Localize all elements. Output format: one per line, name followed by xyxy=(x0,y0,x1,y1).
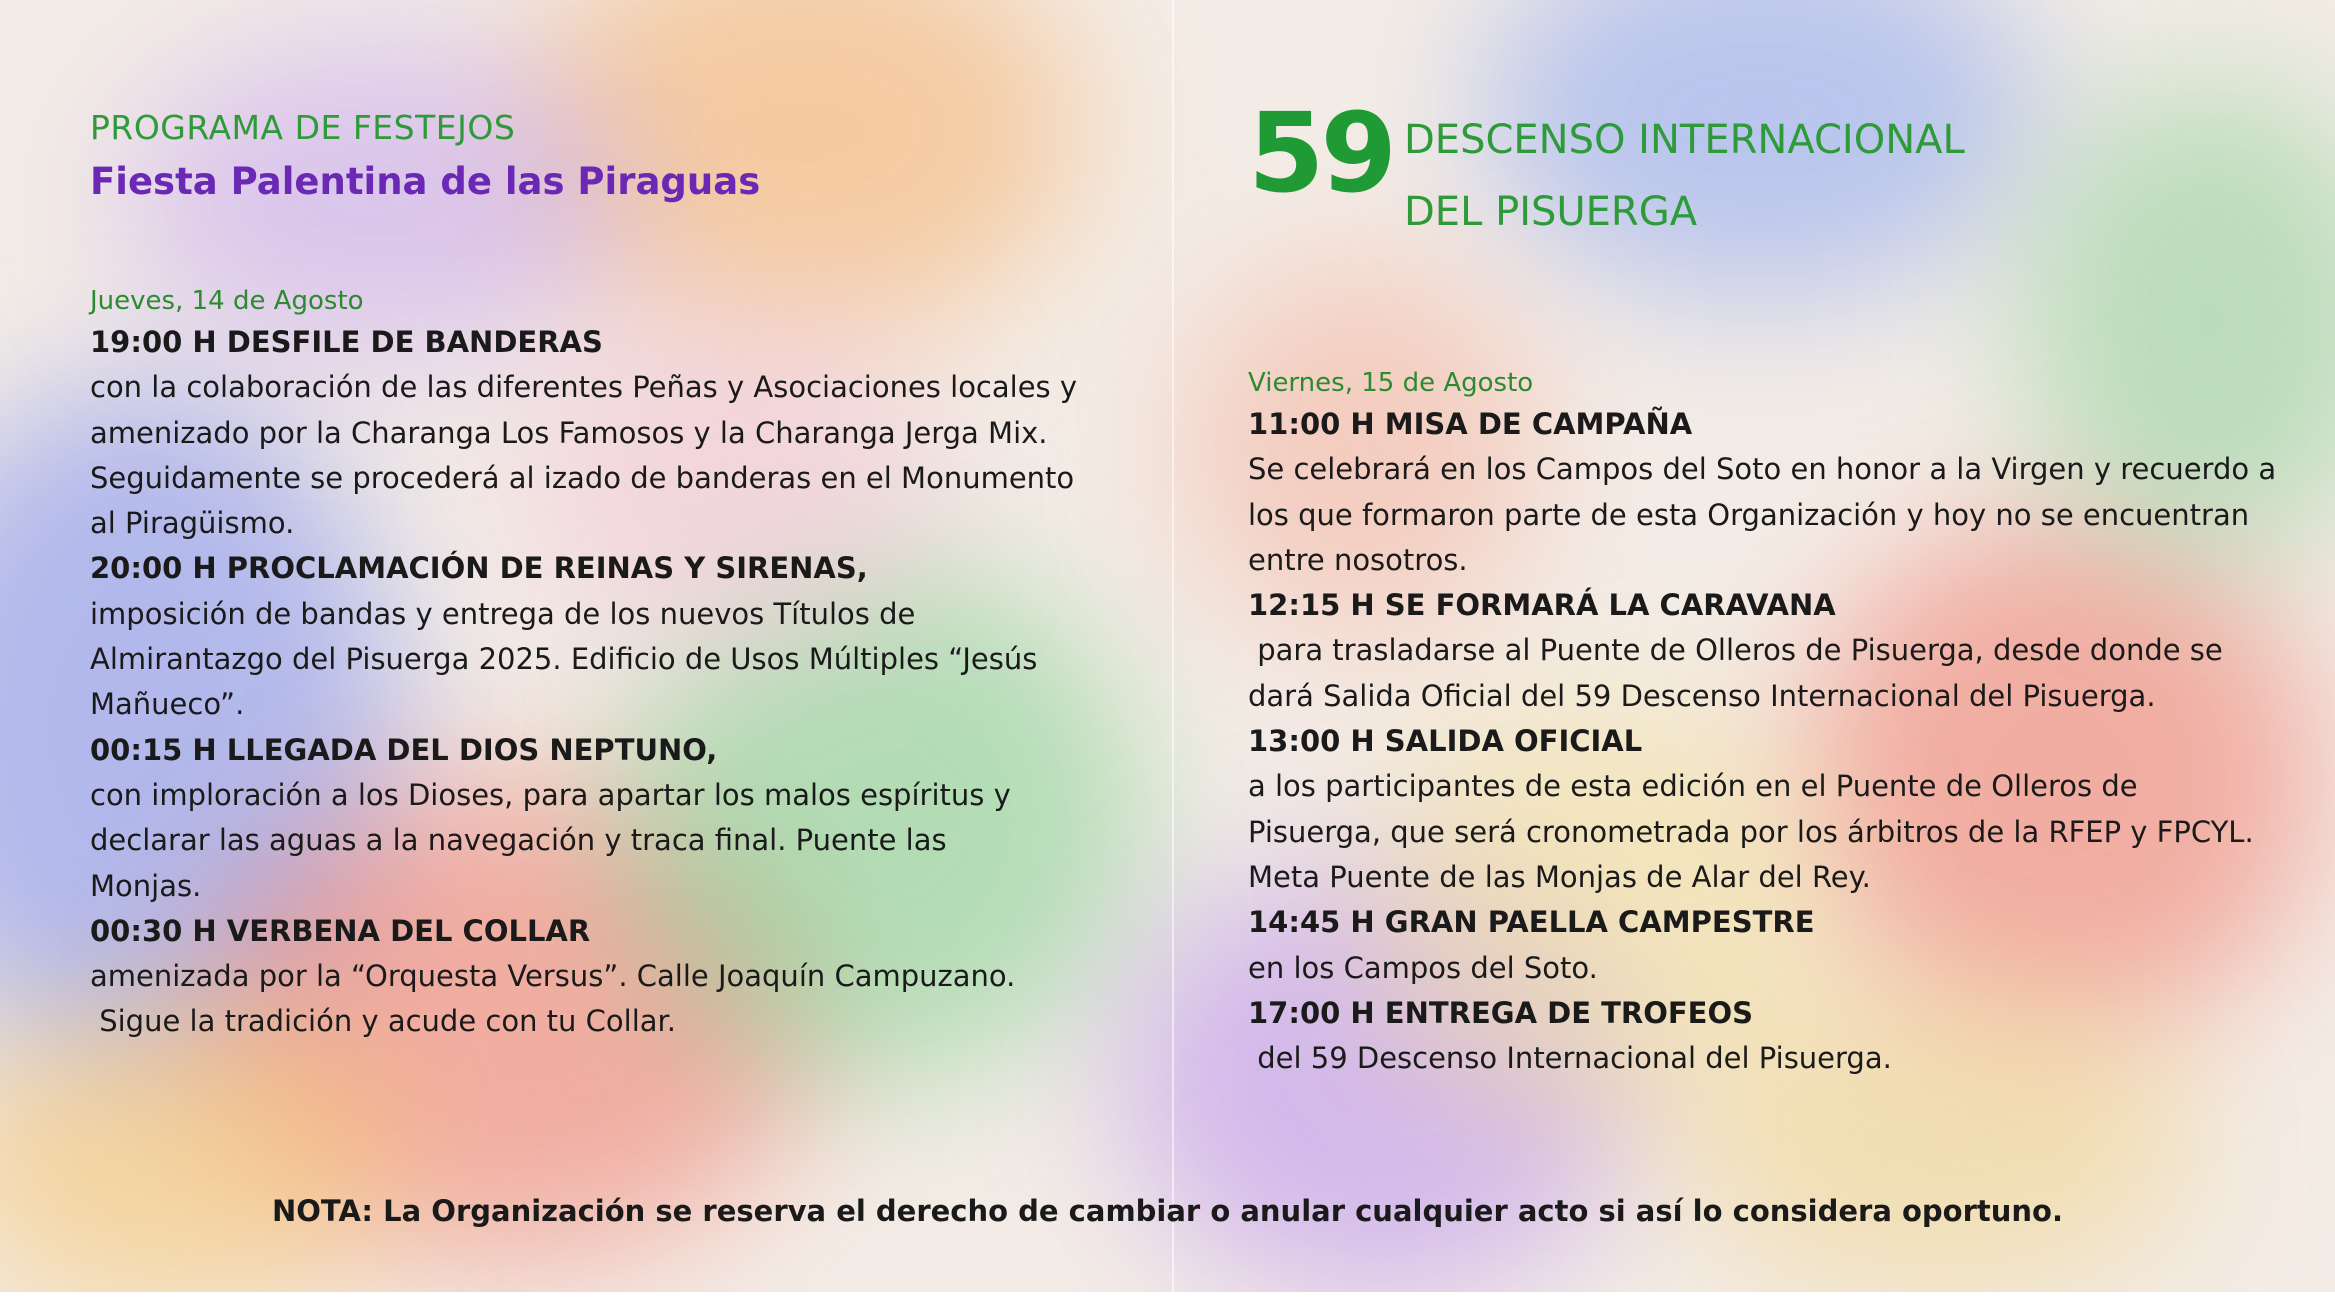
program-subtitle: Fiesta Palentina de las Piraguas xyxy=(90,160,761,203)
event-description-line: Mañueco”. xyxy=(90,687,245,722)
schedule-lines xyxy=(1248,402,2276,1081)
friday-schedule xyxy=(1248,364,2276,1081)
event-description-line: al Piragüismo. xyxy=(90,506,295,541)
thursday-schedule xyxy=(90,282,1077,1045)
event-description-line: Monjas. xyxy=(90,868,202,903)
event-description-line: amenizado por la Charanga Los Famosos y la Charanga Jerga Mix. xyxy=(90,415,1048,450)
event-description-line: para trasladarse al Puente de Olleros de Pisuerga, desde donde se xyxy=(1248,633,2223,668)
event-description-line: del 59 Descenso Internacional del Pisuerga. xyxy=(1248,1041,1892,1076)
event-heading: 17:00 H ENTREGA DE TROFEOS xyxy=(1248,995,1754,1030)
event-description-line: Se celebrará en los Campos del Soto en honor a la Virgen y recuerdo a xyxy=(1248,452,2277,487)
event-description-line: con la colaboración de las diferentes Peñas y Asociaciones locales y xyxy=(90,370,1078,405)
event-description-line: dará Salida Oficial del 59 Descenso Internacional del Pisuerga. xyxy=(1248,678,2156,713)
event-description-line: Seguidamente se procederá al izado de banderas en el Monumento xyxy=(90,460,1075,495)
event-heading: 00:15 H LLEGADA DEL DIOS NEPTUNO, xyxy=(90,732,718,767)
event-description-line: imposición de bandas y entrega de los nuevos Títulos de xyxy=(90,596,916,631)
day-heading: Viernes, 15 de Agosto xyxy=(1248,368,1534,398)
event-heading: 14:45 H GRAN PAELLA CAMPESTRE xyxy=(1248,905,1815,940)
event-heading: 20:00 H PROCLAMACIÓN DE REINAS Y SIRENAS, xyxy=(90,551,868,586)
event-description-line: entre nosotros. xyxy=(1248,542,1468,577)
event-description-line: a los participantes de esta edición en el Puente de Olleros de xyxy=(1248,769,2138,804)
event-description-line: Meta Puente de las Monjas de Alar del Rey. xyxy=(1248,859,1871,894)
event-description-line: en los Campos del Soto. xyxy=(1248,950,1598,985)
event-heading: 19:00 H DESFILE DE BANDERAS xyxy=(90,325,603,359)
center-fold xyxy=(1172,0,1174,1298)
program-title: PROGRAMA DE FESTEJOS xyxy=(90,108,516,147)
page-edge xyxy=(0,1292,2335,1298)
event-title-line-2: DEL PISUERGA xyxy=(1404,189,1698,235)
edition-number: 59 xyxy=(1248,89,1394,217)
event-title xyxy=(1404,104,1965,248)
event-heading: 11:00 H MISA DE CAMPAÑA xyxy=(1248,407,1693,441)
event-description-line: Sigue la tradición y acude con tu Collar. xyxy=(90,1004,677,1039)
event-heading: 12:15 H SE FORMARÁ LA CARAVANA xyxy=(1248,588,1836,623)
event-title-line-1: DESCENSO INTERNACIONAL xyxy=(1404,117,1965,163)
note-text: La Organización se reserva el derecho de cambiar o anular cualquier acto si así lo considera oportuno. xyxy=(373,1194,2063,1228)
event-heading: 00:30 H VERBENA DEL COLLAR xyxy=(90,913,591,948)
footer-note xyxy=(0,1194,2335,1228)
day-heading: Jueves, 14 de Agosto xyxy=(90,286,364,316)
event-description-line: Almirantazgo del Pisuerga 2025. Edificio de Usos Múltiples “Jesús xyxy=(90,642,1038,677)
event-description-line: Pisuerga, que será cronometrada por los árbitros de la RFEP y FPCYL. xyxy=(1248,814,2254,849)
event-heading: 13:00 H SALIDA OFICIAL xyxy=(1248,724,1643,759)
event-description-line: amenizada por la “Orquesta Versus”. Calle Joaquín Campuzano. xyxy=(90,959,1016,994)
event-description-line: los que formaron parte de esta Organización y hoy no se encuentran xyxy=(1248,497,2250,532)
event-description-line: con imploración a los Dioses, para apartar los malos espíritus y xyxy=(90,777,1011,812)
schedule-lines xyxy=(90,320,1077,1045)
event-description-line: declarar las aguas a la navegación y traca final. Puente las xyxy=(90,823,947,858)
note-label: NOTA: xyxy=(272,1194,374,1228)
